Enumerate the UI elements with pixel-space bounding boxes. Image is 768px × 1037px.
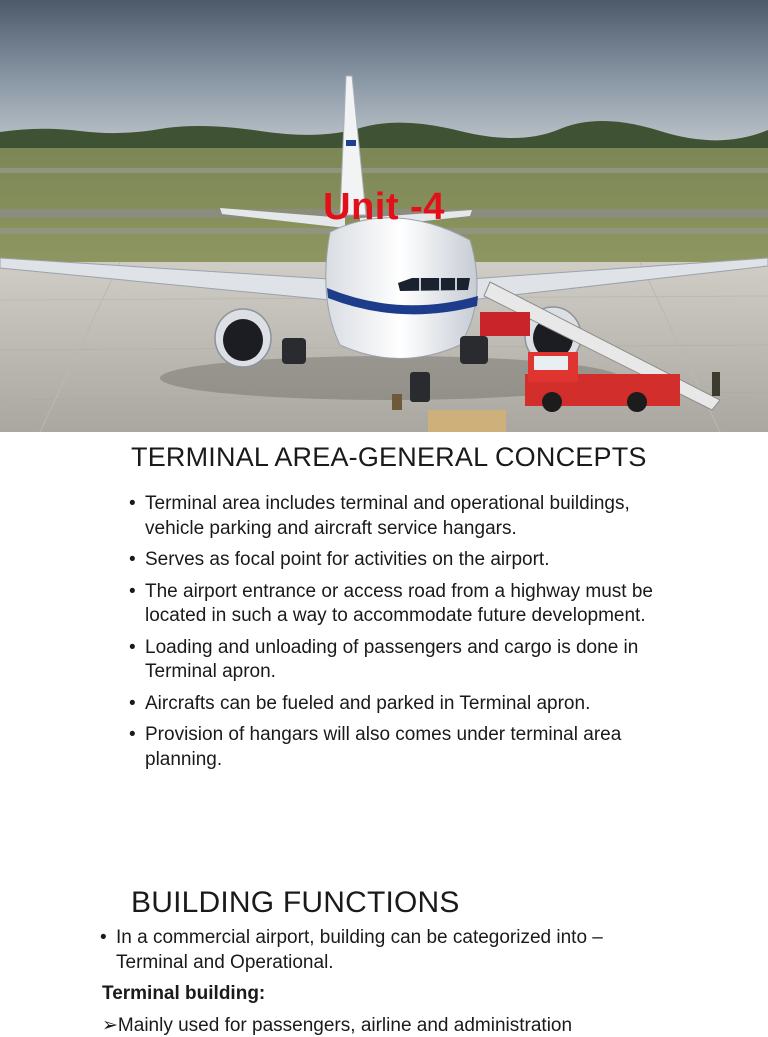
bullet-icon: •: [129, 493, 136, 514]
list-item: • Terminal area includes terminal and operational buildings, vehicle parking and aircraft service hangars.: [129, 493, 630, 539]
bullet-icon: •: [129, 580, 136, 602]
list-item: • The airport entrance or access road from a highway must be located in such a way to accommodate future development.: [129, 580, 653, 626]
bullet-icon: •: [129, 724, 136, 745]
terminal-area-slide: [0, 432, 768, 872]
arrow-bullet-icon: ➢: [102, 1015, 118, 1036]
bullet-list: [100, 926, 660, 982]
bullet-icon: •: [129, 636, 136, 658]
list-item: • Aircrafts can be fueled and parked in Terminal apron.: [129, 692, 659, 717]
bullet-icon: •: [129, 549, 136, 570]
list-item: • In a commercial airport, building can be categorized into – Terminal and Operational.: [100, 927, 603, 973]
bullet-list: [129, 492, 659, 779]
slide-heading: BUILDING FUNCTIONS: [131, 886, 460, 919]
slide-heading: TERMINAL AREA-GENERAL CONCEPTS: [131, 442, 647, 472]
arrow-list-item: ➢Mainly used for passengers, airline and administration: [102, 1015, 573, 1036]
list-item: • Provision of hangars will also comes under terminal area planning.: [129, 724, 622, 770]
bullet-icon: •: [100, 927, 107, 948]
unit-title: Unit -4: [323, 186, 445, 228]
bullet-icon: •: [129, 692, 136, 714]
title-slide: [0, 0, 768, 432]
terminal-building-subheading: Terminal building:: [102, 983, 266, 1004]
list-item: • Loading and unloading of passengers and cargo is done in Terminal apron.: [129, 636, 639, 682]
list-item: • Serves as focal point for activities on the airport.: [129, 548, 659, 573]
building-functions-slide: [0, 872, 768, 1036]
